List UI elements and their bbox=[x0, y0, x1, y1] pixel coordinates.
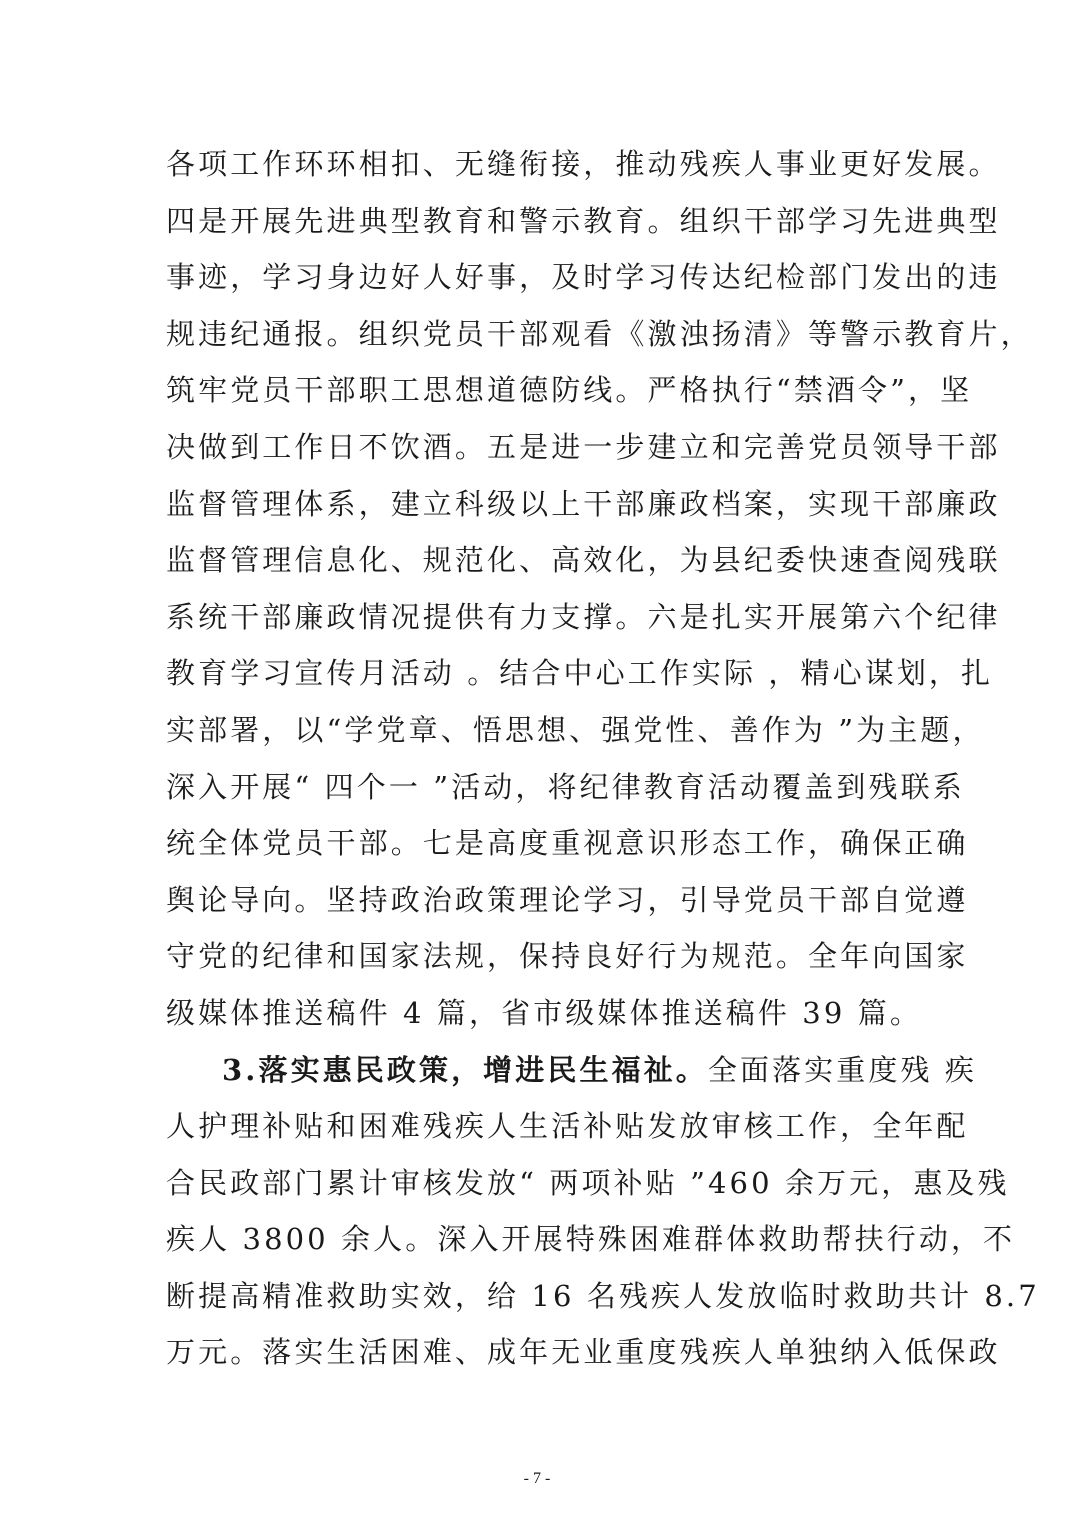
text-line: 合民政部门累计审核发放“ 两项补贴 ”460 余万元，惠及残 bbox=[166, 1165, 1010, 1200]
text-line: 统全体党员干部。七是高度重视意识形态工作，确保正确 bbox=[166, 826, 969, 861]
text-line: 决做到工作日不饮酒。五是进一步建立和完善党员领导干部 bbox=[166, 429, 1001, 464]
text-line: 监督管理信息化、规范化、高效化，为县纪委快速查阅残联 bbox=[166, 543, 1001, 578]
text-line: 四是开展先进典型教育和警示教育。组织干部学习先进典型 bbox=[166, 203, 1001, 238]
text-line: 断提高精准救助实效，给 16 名残疾人发放临时救助共计 8.7 bbox=[166, 1278, 1040, 1313]
text-line: 疾人 3800 余人。深入开展特殊困难群体救助帮扶行动，不 bbox=[166, 1222, 1016, 1257]
section-3-first-line-text: 全面落实重度残 疾 bbox=[707, 1052, 977, 1087]
text-line: 舆论导向。坚持政治政策理论学习，引导党员干部自觉遵 bbox=[166, 882, 969, 917]
text-line: 系统干部廉政情况提供有力支撑。六是扎实开展第六个纪律 bbox=[166, 599, 1001, 634]
text-line: 深入开展“ 四个一 ”活动，将纪律教育活动覆盖到残联系 bbox=[166, 769, 965, 804]
text-line: 事迹，学习身边好人好事，及时学习传达纪检部门发出的违 bbox=[166, 260, 1001, 295]
text-line: 实部署，以“学党章、悟思想、强党性、善作为 ”为主题， bbox=[166, 712, 985, 747]
text-line: 万元。落实生活困难、成年无业重度残疾人单独纳入低保政 bbox=[166, 1335, 1001, 1370]
section-3-heading: 3.落实惠民政策，增进民生福祉。 bbox=[222, 1052, 708, 1087]
text-line: 规违纪通报。组织党员干部观看《激浊扬清》等警示教育片， bbox=[166, 316, 1033, 351]
text-line: 各项工作环环相扣、无缝衔接，推动残疾人事业更好发展。 bbox=[166, 147, 1001, 181]
section-3-first-line bbox=[166, 1042, 977, 1099]
text-line: 筑牢党员干部职工思想道德防线。严格执行“禁酒令”，坚 bbox=[166, 373, 973, 408]
body-text bbox=[166, 136, 1040, 1381]
text-line: 级媒体推送稿件 4 篇，省市级媒体推送稿件 39 篇。 bbox=[166, 995, 922, 1030]
text-line: 守党的纪律和国家法规，保持良好行为规范。全年向国家 bbox=[166, 939, 969, 974]
text-line: 监督管理体系，建立科级以上干部廉政档案，实现干部廉政 bbox=[166, 486, 1001, 521]
page-number: - 7 - bbox=[523, 1470, 551, 1487]
text-line: 人护理补贴和困难残疾人生活补贴发放审核工作，全年配 bbox=[166, 1109, 969, 1144]
text-line: 教育学习宣传月活动 。结合中心工作实际 ，精心谋划，扎 bbox=[166, 656, 994, 691]
